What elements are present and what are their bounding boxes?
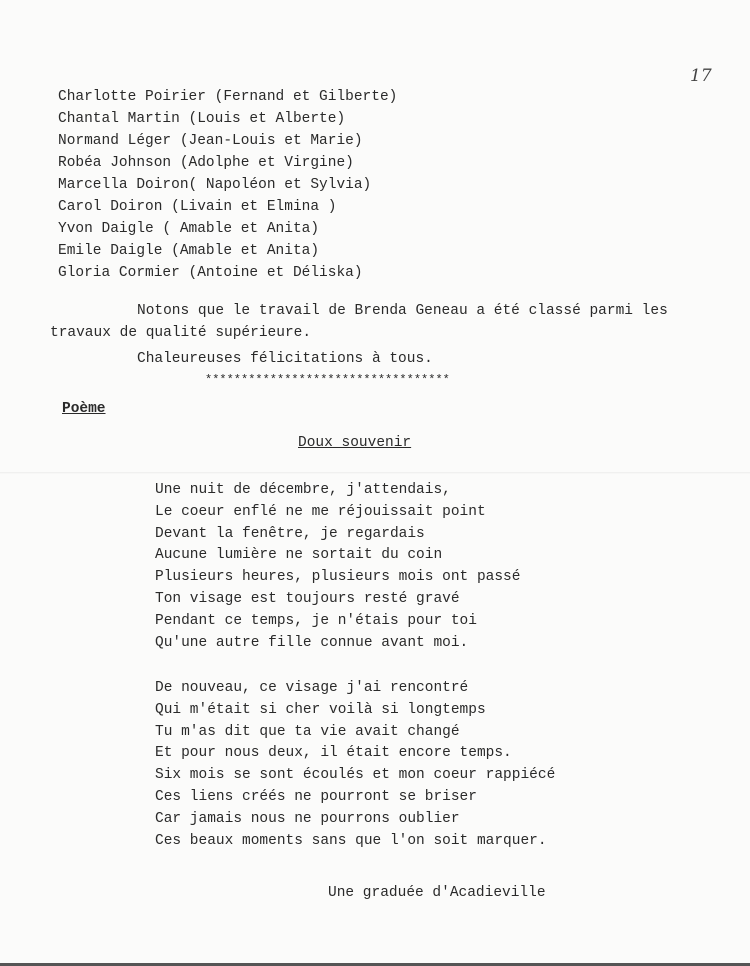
poem-line: Car jamais nous ne pourrons oublier <box>155 810 460 827</box>
poem-line: Une nuit de décembre, j'attendais, <box>155 482 451 498</box>
student-list-item: Chantal Martin (Louis et Alberte) <box>58 111 346 127</box>
paper-fold-line <box>0 472 750 474</box>
student-list <box>58 86 397 284</box>
student-list-item: Yvon Daigle ( Amable et Anita) <box>58 221 320 237</box>
poem-line: De nouveau, ce visage j'ai rencontré <box>155 680 469 696</box>
student-list-item: Normand Léger (Jean-Louis et Marie) <box>58 133 363 149</box>
poem-stanza-1 <box>155 480 520 654</box>
student-list-item: Charlotte Poirier (Fernand et Gilberte) <box>58 89 398 105</box>
asterisk-separator: ********************************** <box>205 373 450 387</box>
student-list-item: Marcella Doiron( Napoléon et Sylvia) <box>58 177 372 193</box>
poem-line: Pendant ce temps, je n'étais pour toi <box>155 612 477 629</box>
poem-line: Ton visage est toujours resté gravé <box>155 590 460 607</box>
poem-line: Six mois se sont écoulés et mon coeur rappiécé <box>155 767 556 784</box>
section-heading: Poème <box>62 401 106 417</box>
poem-line: Devant la fenêtre, je regardais <box>155 525 425 542</box>
poem-line: Et pour nous deux, il était encore temps. <box>155 745 512 762</box>
poem-line: Qui m'était si cher voilà si longtemps <box>155 701 486 718</box>
poem-line: Ces liens créés ne pourront se briser <box>155 788 477 805</box>
congratulations-line: Chaleureuses félicitations à tous. <box>137 351 433 367</box>
poem-line: Tu m'as dit que ta vie avait changé <box>155 723 460 740</box>
poem-stanza-2 <box>155 678 555 852</box>
poem-line: Le coeur enflé ne me réjouissait point <box>155 503 486 520</box>
note-paragraph-line-1: Notons que le travail de Brenda Geneau a été classé parmi les <box>137 303 668 319</box>
student-list-item: Gloria Cormier (Antoine et Déliska) <box>58 265 363 281</box>
poem-line: Plusieurs heures, plusieurs mois ont passé <box>155 569 521 586</box>
student-list-item: Emile Daigle (Amable et Anita) <box>58 243 320 259</box>
poem-signature: Une graduée d'Acadieville <box>328 885 546 901</box>
page-number: 17 <box>690 66 712 86</box>
poem-line: Aucune lumière ne sortait du coin <box>155 547 443 564</box>
note-paragraph-line-2: travaux de qualité supérieure. <box>50 325 312 341</box>
poem-title: Doux souvenir <box>298 435 412 451</box>
poem-line: Qu'une autre fille connue avant moi. <box>155 634 469 651</box>
student-list-item: Robéa Johnson (Adolphe et Virgine) <box>58 155 354 171</box>
student-list-item: Carol Doiron (Livain et Elmina ) <box>58 199 337 215</box>
poem-line: Ces beaux moments sans que l'on soit marquer. <box>155 832 547 849</box>
